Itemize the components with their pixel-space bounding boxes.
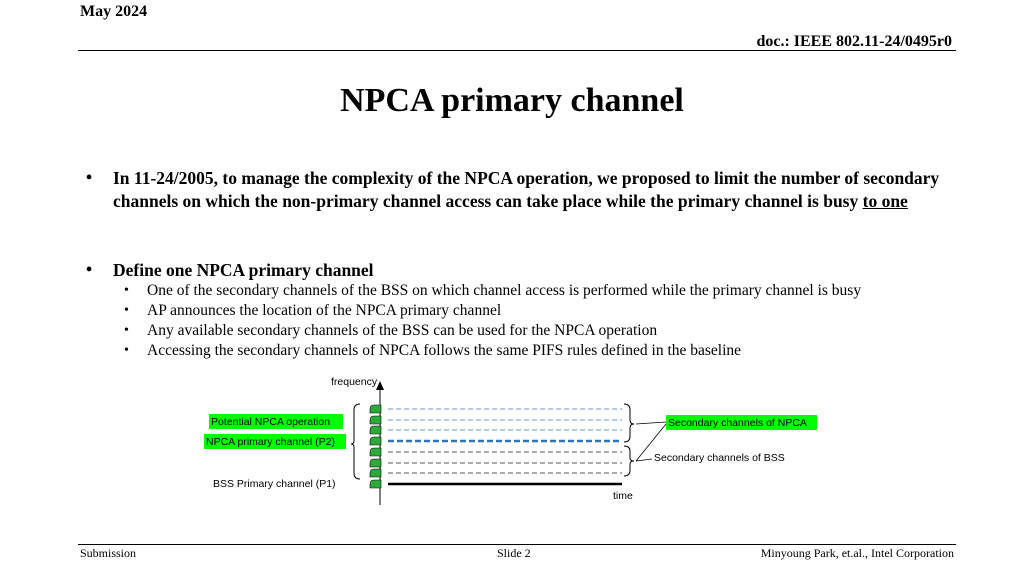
header-date: May 2024 [80,3,148,20]
bullet-dot: • [86,167,93,187]
bullet-2-text: Define one NPCA primary channel [113,260,374,280]
sub-bullet-4: Accessing the secondary channels of NPCA follows the same PIFS rules defined in the baseline [147,342,742,359]
sub-bullet-3: Any available secondary channels of the BSS can be used for the NPCA operation [147,322,658,339]
right-brace-bss [624,446,634,476]
sub-bullet-1: One of the secondary channels of the BSS on which channel access is performed while the primary channel is busy [147,282,862,299]
frequency-axis-arrow [376,381,384,390]
bullet-1-text [113,167,953,213]
footer-center: Slide 2 [497,546,531,560]
time-label: time [613,490,633,502]
channel-marker [370,459,381,467]
channel-marker [370,426,381,434]
frequency-label: frequency [331,376,378,388]
sub-bullet-dot: • [124,283,129,298]
channel-marker [370,437,381,445]
channel-marker [370,480,381,488]
channel-marker [370,405,381,413]
secondary-bss-label: Secondary channels of BSS [654,452,785,464]
right-brace-npca [624,404,634,442]
sub-bullet-dot: • [124,343,129,358]
slide-title: NPCA primary channel [340,82,684,119]
bullet-1-underlined: to one [862,191,908,211]
pointer-line [636,422,666,424]
bullet-1-main: In 11-24/2005, to manage the complexity of the NPCA operation, we proposed to limit the number of secondary channels on which the non-primary channel access can take place while the primary channel is busy [113,168,940,211]
footer-divider [78,544,956,545]
npca-primary-label: NPCA primary channel (P2) [206,436,335,448]
channel-marker [370,416,381,424]
potential-npca-label: Potential NPCA operation [211,416,331,428]
left-brace [351,404,360,479]
header-divider [78,50,956,51]
footer-right: Minyoung Park, et.al., Intel Corporation [760,546,954,560]
pointer-line [636,459,652,461]
channel-marker [370,448,381,456]
channel-marker [370,469,381,477]
footer-left: Submission [80,546,137,560]
secondary-npca-label: Secondary channels of NPCA [668,417,807,429]
sub-bullet-2: AP announces the location of the NPCA primary channel [147,302,502,319]
channel-diagram [0,370,1024,520]
sub-bullet-dot: • [124,323,129,338]
bss-primary-label: BSS Primary channel (P1) [213,478,336,490]
header-doc-id: doc.: IEEE 802.11-24/0495r0 [756,33,952,50]
sub-bullet-dot: • [124,303,129,318]
bullet-dot: • [86,259,93,279]
